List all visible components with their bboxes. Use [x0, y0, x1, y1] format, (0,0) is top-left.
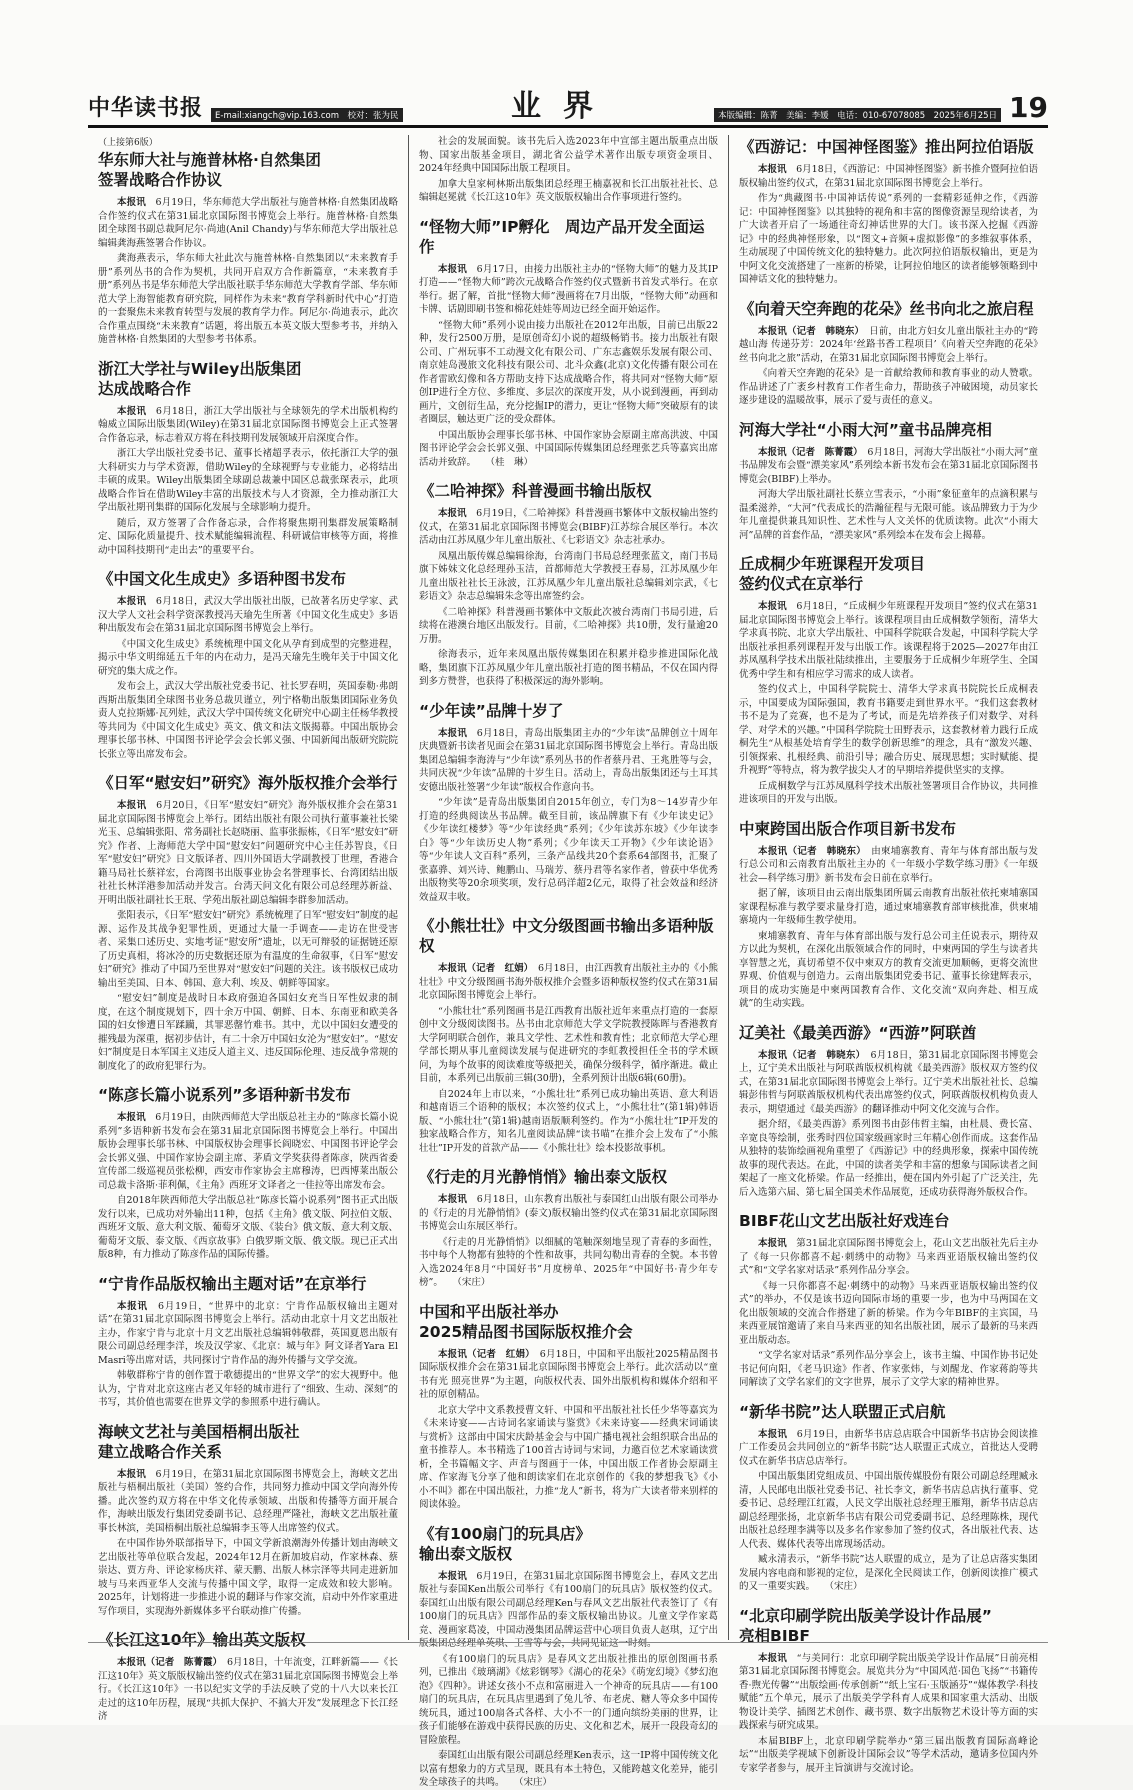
article-paragraph: [419, 135, 718, 176]
article-headline: 中柬跨国出版合作项目新书发布: [739, 819, 957, 838]
news-article: [739, 420, 1038, 543]
article-paragraph: [98, 1300, 398, 1368]
article-paragraph: [419, 606, 718, 647]
article-lead: 本报讯（记者 陈菁霞）: [758, 446, 858, 458]
article-paragraph: [98, 447, 398, 515]
article-lead: 本报讯: [117, 1468, 146, 1480]
paragraph-text: 第31届北京国际图书博览会上，花山文艺出版社先后主办了《每一只你都喜不起·刺绣中的动物》马来西亚语版权输出签约仪式”和“文学名家对话录”系列作品分享会。: [739, 1238, 1038, 1276]
article-lead: 本报讯: [438, 727, 468, 739]
article-lead: 本报讯: [438, 263, 467, 275]
article-body: [419, 962, 718, 1155]
paragraph-text: 《每一只你都喜不起·刺绣中的动物》马来西亚语版权输出签约仪式”的举办，不仅是该书迈向国际市场的重要一步，也为中马两国在文化出版领域的交流合作搭建了新的桥梁。作为今年BIBF的主宾国，马来西亚展馆邀请了来自马来西亚的知名出版社团，展示了最新的马来西亚出版动态。: [739, 1280, 1038, 1346]
paragraph-text: 6月19日，由陕西师范大学出版总社主办的“陈彦长篇小说系列”多语种新书发布会在第31届北京国际图书博览会上举行。中国出版协会理事长邬书林、中国版权协会理事长阎晓宏、中国图书评论学会会长郭义强、中国作家协会副主席、茅盾文学奖获得者陈彦，陕西省委宣传部二级巡视员张松柳，西安市作家协会主席穆涛，巴西博莱出版公司总裁卡洛斯·菲利佩，《主角》西班牙文译者之一佳拉等出席发布会。: [98, 1112, 398, 1191]
paragraph-text: 6月18日，由江西教育出版社主办的《小熊壮壮》中文分级图画书海外版权推介会暨多语种版权签约仪式在第31届北京国际图书博览会上举行。: [419, 963, 718, 1001]
article-body: [419, 727, 718, 905]
article-headline: 《日军“慰安妇”研究》海外版权推介会举行: [98, 774, 398, 792]
article-lead: 本报讯（记者 陈菁霞）: [117, 1657, 218, 1668]
article-paragraph: [739, 780, 1038, 807]
paragraph-text: 臧永清表示，“新华书院”达人联盟的成立，是为了让总店落实集团发展内容电商和影视的定位，是深化全民阅读工作，创新阅读推广模式的又一重要实践。 （宋庄）: [739, 1554, 1038, 1592]
article-paragraph: [419, 1088, 718, 1156]
news-article: [419, 135, 718, 205]
news-article: [419, 1302, 718, 1512]
paragraph-text: “小熊壮壮”系列图画书是江西教育出版社近年来重点打造的一套原创中文分级阅读图书。丛书由北京师范大学文学院教授陈晖与香港教育大学阿明联合创作，兼具文学性、艺术性和教育性；北京师范大学心理学部长期从事儿童阅读发展与促进研究的李虹教授担任全书的学术顾问，为每个故事的阅读难度等级把关，确保分级科学，循序渐进。截止目前，本系列已出版前三辑(30册)，全系列预计出版6辑(60册)。: [419, 1005, 718, 1084]
article-paragraph: [419, 727, 718, 795]
article-paragraph: [419, 319, 718, 427]
news-article: [419, 481, 718, 689]
news-article: [419, 701, 718, 905]
news-article: [739, 1402, 1038, 1594]
article-body: [739, 1237, 1038, 1390]
article-body: [98, 196, 398, 347]
paragraph-text: 中国出版协会理事长邬书林、中国作家协会原副主席高洪波、中国图书评论学会会长郭义强、中国国际传媒集团总经理张艺兵等嘉宾出席活动并致辞。 （桂 琳）: [419, 429, 718, 468]
paragraph-text: 6月18日，河海大学出版社“小雨大河”童书品牌发布会暨“漂美家风”系列绘本新书发布会在第31届北京国际图书博览会(BIBF)上举办。: [739, 446, 1038, 485]
article-columns: [88, 135, 1048, 1788]
paragraph-text: 6月18日，“丘成桐少年班课程开发项目”签约仪式在第31届北京国际图书博览会上举行。该课程项目由丘成桐数学领衔，清华大学求真书院、北京大学出版社、中国科学院联合发起，中国科学院大学出版社承担系列课程开发与出版工作。该课程将于2025—2027年由江苏凤凰科学技术出版社陆续推出，主要服务于丘成桐少年班学生、全国优秀中学生和有相应学习需求的成人读者。: [739, 601, 1038, 680]
article-paragraph: [419, 1404, 718, 1512]
article-paragraph: [419, 1348, 718, 1402]
article-lead: 本报讯: [117, 596, 147, 607]
news-article: [419, 1167, 718, 1290]
article-paragraph: [739, 367, 1038, 408]
paragraph-text: 日前，由北方妇女儿童出版社主办的“跨越山海 传递芬芳：2024年‘丝路书香工程项目’《向着天空奔跑的花朵》丝书向北之旅”活动，在第31届北京国际图书博览会上举行。: [739, 325, 1038, 364]
article-paragraph: [739, 1652, 1038, 1733]
article-headline: 辽美社《最美西游》“西游”阿联酋: [739, 1023, 977, 1042]
article-headline: 《向着天空奔跑的花朵》丝书向北之旅启程: [739, 299, 1034, 318]
article-paragraph: [739, 845, 1038, 886]
paragraph-text: 6月19日，华东师范大学出版社与施普林格·自然集团战略合作签约仪式在第31届北京国际图书博览会上举行。施普林格·自然集团全球图书副总裁阿尼尔·尚迪(Anil Chandy)与华东师范大学出版社总编辑龚海燕签署合作协议。: [98, 197, 398, 249]
article-lead: 本报讯: [438, 1194, 468, 1205]
news-article: [98, 359, 398, 558]
masthead-email: E-mail:xiangch@vip.163.com 校对：张为民: [211, 108, 403, 122]
paragraph-text: 自2024年上市以来，“小熊壮壮”系列已成功输出英语、意大利语和越南语三个语种的版权；本次签约仪式上，“小熊壮壮”(第1辑)韩语版、“小熊壮壮”(第1辑)越南语版顺利签约。作为“小熊壮壮”IP开发的独家战略合作方，知名儿童阅读品牌“读书喵”在推介会上发布了“小熊壮壮”IP开发的首款产品——《小熊壮壮》绘本投影故事机。: [419, 1088, 718, 1154]
article-body: [419, 135, 718, 205]
paragraph-text: 加拿大皇家柯林斯出版集团总经理王楠嘉祝和长江出版社社长、总编辑赵冕就《长江这10年》英文版版权输出合作事项进行签约。: [419, 178, 718, 203]
article-body: [419, 263, 718, 470]
article-paragraph: [419, 550, 718, 604]
article-lead: 本报讯: [117, 1300, 148, 1312]
paragraph-text: “与美同行：北京印刷学院出版美学设计作品展”日前亮相第31届北京国际图书博览会。展览共分为“中国风范·国色飞扬”“书籍传香·煦光传馨”“出版绘画·传承创新”“纸上宝石·玉版涵芬”“媒体教学·科技赋能”五个单元，展示了出版美学学科育人成果和国家重大活动、出版物设计美学、插图艺术创作、藏书票、数字出版物艺术设计等方面的实践探索与研究成果。: [739, 1652, 1038, 1731]
article-paragraph: [739, 192, 1038, 287]
paragraph-text: “少年读”是青岛出版集团自2015年创立，专门为8～14岁青少年打造的经典阅读丛书品牌。截至目前，该品牌旗下有《少年读史记》《少年读红楼梦》等“少年读经典”系列；《少年读苏东坡》《少年读李白》等“少年读历史人物”系列；《少年读天工开物》《少年读论语》等“少年读人文百科”系列，三条产品线共20个套系64部图书，汇聚了张嘉骅、刘兴诗、鲍鹏山、马瑞芳、蔡丹君等名家作者，曾获中华优秀出版物奖等20余项奖项，发行总码洋超2亿元，取得了社会效益和经济效益双丰收。: [419, 797, 718, 903]
article-paragraph: [739, 1237, 1038, 1278]
article-body: [98, 595, 398, 761]
article-paragraph: [739, 930, 1038, 1011]
article-paragraph: [98, 1111, 398, 1192]
article-body: [98, 405, 398, 558]
article-body: [739, 446, 1038, 543]
article-paragraph: [739, 1470, 1038, 1551]
article-headline: 华东师大社与施普林格·自然集团 签署战略合作协议: [98, 151, 321, 189]
paragraph-text: 6月18日，浙江大学出版社与全球领先的学术出版机构约翰威立国际出版集团(Wiley)在第31届北京国际图书博览会上正式签署合作备忘录，标志着双方将在科技期刊发展领域开启深度合作。: [98, 405, 398, 444]
article-paragraph: [98, 680, 398, 761]
paragraph-text: 《中国文化生成史》系统梳理中国文化从孕育到成型的完整进程，揭示中华文明绵延五千年的内在动力，是冯天瑜先生晚年关于中国文化研究的集大成之作。: [98, 638, 398, 677]
paragraph-text: “怪物大师”系列小说由接力出版社在2012年出版，目前已出版22种，发行2500万册，是原创奇幻小说的超级畅销书。接力出版社有限公司、广州玩事不工动漫文化有限公司、广东志鑫娱乐发展有限公司、南京娃岛漫旅文化科技有限公司、北斗众鑫(北京)文化传播有限公司在作者雷欧幻像和各方帮助支持下达成战略合作，将共同对“怪物大师”原创IP进行全方位、多维度、多层次的深度开发，从小说到漫画，再到动画片，文创衍生品，充分挖掘IP的潜力，更让“怪物大师”突破原有的读者圈层，触达更广泛的受众群体。: [419, 319, 718, 425]
article-lead: 本报讯: [758, 1238, 787, 1249]
article-lead: 本报讯: [117, 405, 147, 417]
article-paragraph: [419, 962, 718, 1003]
article-paragraph: [98, 1468, 398, 1536]
article-lead: 本报讯: [758, 1652, 787, 1664]
article-headline: 浙江大学社与Wiley出版集团 达成战略合作: [98, 359, 302, 398]
news-article: [98, 1630, 398, 1724]
paragraph-text: 6月19日，在第31届北京国际图书博览会上，春风文艺出版社与泰国Ken出版公司举行《有100扇门的玩具店》版权签约仪式。泰国红山出版有限公司副总经理Ken与春风文艺出版社代表签订了《有100扇门的玩具店》四部作品的泰文版权输出协议。儿童文学作家葛竞、漫画家葛凌，中国动漫集团品牌运营中心项目负责人赵琪，辽宁出版集团总经理单英琪、王雪等与会，共同见证这一时刻。: [419, 1570, 718, 1649]
paragraph-text: 据了解，该项目由云南出版集团所属云南教育出版社依托柬埔寨国家课程标准与教学要求量身打造，通过柬埔寨教育部审核批准，供柬埔寨境内一年级师生教学使用。: [739, 888, 1038, 926]
article-paragraph: [419, 648, 718, 689]
article-body: [419, 1348, 718, 1512]
article-headline: 《小熊壮壮》中文分级图画书输出多语种版权: [419, 917, 714, 955]
article-lead: 本报讯（记者 红娟）: [438, 1348, 531, 1360]
article-body: [739, 1049, 1038, 1200]
article-body: [98, 799, 398, 1073]
paragraph-text: 在中国作协外联部指导下，中国文学新浪潮海外传播计划由海峡文艺出版社等单位联合发起，2024年12月在新加坡启动，作家林森、蔡崇达、贾方舟、评论家杨庆祥、蒙天鹏、出版人林宗泽等共同走进新加坡与马来西亚华人交流与传播中国文学，取得一定成效和较大影响。2025年，计划将进一步推进小说的翻译与作家交流，启动中外作家重进写作项目，实现海外新媒体多平台联动推广传播。: [98, 1538, 398, 1617]
paragraph-text: 柬埔寨教育、青年与体育部出版与发行总公司主任说表示，期待双方以此为契机，在深化出版领域合作的同时，中柬两国的学生与读者共享智慧之光，真切希望不仅中柬双方的教育交流更加顺畅，更将交流世界观、价值观与创造力。云南出版集团党委书记、董事长徐建辉表示，项目的成功实施是中柬两国教育合作、文化交流“双向奔赴、相互成就”的生动实践。: [739, 930, 1038, 1009]
paragraph-text: 泰国红山出版有限公司副总经理Ken表示，这一IP将中国传统文化以富有想象力的方式呈现，既具有本土特色，又能跨越文化差异，能引发全球孩子的共鸣。 （宋庄）: [419, 1750, 718, 1788]
article-headline: “少年读”品牌十岁了: [419, 701, 564, 720]
paragraph-text: 6月18日，十年流变，江畔新篇——《长江这10年》英文版版权输出签约仪式在第31届北京国际图书博览会上举行。《长江这10年》一书以纪实文学的手法反映了党的十八大以来长江走过的这10年历程，展现“共抓大保护、不搞大开发”发展理念下长江经济: [98, 1657, 398, 1722]
paragraph-text: 6月19日，由新华书店总店联合中国新华书店协会阅读推广工作委员会共同创立的“新华书院”达人联盟正式成立，首批达人受聘仪式在新华书店总店举行。: [739, 1428, 1038, 1467]
masthead-meta: 本版编辑：陈菁 美编：李媛 电话：010-67078085 2025年6月25日: [714, 108, 1001, 122]
article-lead: 本报讯（记者 韩晓东）: [758, 845, 862, 857]
paragraph-text: 凤凰出版传媒总编辑徐海，台湾南门书局总经理张蓝文，南门书局旗下姊妹文化总经理孙玉洁，首都师范大学教授王春易，江苏凤凰少年儿童出版社社长王泳波，江苏凤凰少年儿童出版社总编辑刘宗武，《七彩语文》杂志总编辑朱念等出席签约会。: [419, 550, 718, 602]
footer-divider: [88, 1642, 1048, 1643]
news-article: [419, 916, 718, 1155]
paragraph-text: 自2018年陕西师范大学出版总社“陈彦长篇小说系列”图书正式出版发行以来，已成功对外输出11种，包括《主角》俄文版、阿拉伯文版、西班牙文版、意大利文版、葡萄牙文版、《装台》俄文版、意大利文版、葡萄牙文版、泰文版、《西京故事》白俄罗斯文版、俄文版。现已正式出版8种，有力推动了陈彦作品的国际传播。: [98, 1195, 398, 1260]
article-headline: “北京印刷学院出版美学设计作品展” 亮相BIBF: [739, 1606, 992, 1645]
article-lead: 本报讯: [438, 1570, 467, 1582]
article-headline: 河海大学社“小雨大河”童书品牌亮相: [739, 420, 992, 439]
article-lead: 本报讯: [758, 601, 787, 612]
article-paragraph: [98, 517, 398, 558]
news-article: [98, 1422, 398, 1619]
article-body: [739, 1652, 1038, 1776]
article-headline: “新华书院”达人联盟正式启航: [739, 1402, 946, 1421]
article-paragraph: [98, 909, 398, 990]
article-paragraph: [739, 488, 1038, 542]
paragraph-text: “文学名家对话录”系列作品分享会上，该书主编、中国作协书记处书记何向阳，《老马识途》作者、作家张炜，与刘醒龙、作家蒋韵等共同解读了文学名家们的文字世界，展示了文学大家的精神世界。: [739, 1350, 1038, 1388]
masthead: [88, 89, 1048, 128]
article-paragraph: [419, 1193, 718, 1234]
paragraph-text: 6月19日，“世界中的北京：宁肯作品版权输出主题对话”在第31届北京国际图书博览会上举行。活动由北京十月文艺出版社主办，作家宁肯与北京十月文艺出版社总编辑韩敬群，英国夏恩出版有限公司副总经理李洋，埃及汉学家、《北京：城与年》阿文译者Yara El Masri等出席对话，共同探讨宁肯作品的海外传播与文学交流。: [98, 1300, 398, 1366]
news-article: [739, 1211, 1038, 1390]
news-article: [739, 554, 1038, 807]
article-paragraph: [419, 1653, 718, 1748]
article-body: [739, 1428, 1038, 1594]
paragraph-text: 6月17日，由接力出版社主办的“怪物大师”的魅力及其IP打造——“怪物大师”跨次元战略合作签约仪式暨新书首发式举行。在京举行。据了解，首批“怪物大师”漫画将在7月出版，“怪物大师”动画和卡牌、话剧即刷书签和棉花娃娃等周边已经全面开始运作。: [419, 263, 718, 315]
paragraph-text: 社会的发展面貌。该书先后入选2023年中宣部主题出版重点出版物、国家出版基金项目，湖北省公益学术著作出版专项资金项目、2024年经典中国国际出版工程项目。: [419, 136, 718, 174]
paragraph-text: 6月20日，《日军“慰安妇”研究》海外版权推介会在第31届北京国际图书博览会上举行。团结出版社有限公司执行董事兼社长梁光玉、总编辑张阳、常务副社长赵晓丽、监事张振栋，《日军“慰安妇”研究》作者、上海师范大学中国“慰安妇”问题研究中心主任苏智良，《日军“慰安妇”研究》日文版译者、四川外国语大学副教授丁世理，香港合籍马局社长蔡祥宏，台湾图书出版事业协会名誉理事长、台湾团结出版社社长林洋港参加活动并发言。台湾天问文化有限公司总经理苏新益、开明出版社副社长王珉、学苑出版社副总编辑李群参加活动。: [98, 800, 398, 906]
article-paragraph: [98, 595, 398, 636]
news-article: [739, 1023, 1038, 1200]
newspaper-brand: 中华读书报: [88, 95, 204, 121]
article-body: [739, 163, 1038, 287]
article-paragraph: [739, 887, 1038, 928]
news-article: [739, 299, 1038, 408]
article-paragraph: [419, 796, 718, 904]
article-paragraph: [739, 1553, 1038, 1594]
article-headline: BIBF花山文艺出版社好戏连台: [739, 1212, 950, 1230]
paragraph-text: 北京大学中文系教授曹文轩、中国和平出版社社长任少华等嘉宾为《未来诗宴——古诗词名家诵读与鉴赏》《未来诗宴——经典宋词诵读与赏析》这部由中国宋庆龄基金会与中国广播电视社会组织联合出品的童书推荐人。本书精选了100首古诗词与宋词，力邀百位艺术家诵读赏析，全书篇幅文字、声音与图画于一体，中国出版工作者协会原副主席、作家海飞分享了他和朗读家们在北京创作的《我的梦想我飞》《小小不叫》都在中国出版社，力推“龙人”新书，将为广大读者带来别样的阅读体验。: [419, 1404, 718, 1510]
article-body: [739, 845, 1038, 1011]
paragraph-text: 韩敬群称宁肯的创作置于歌德提出的“世界文学”的宏大视野中。他认为，宁肯对北京这座古老又年轻的城市进行了“细致、生动、深刻”的书写，其价值也需要在世界文学的参照系中进行确认。: [98, 1370, 398, 1408]
article-lead: 本报讯: [117, 1112, 146, 1123]
article-paragraph: [98, 799, 398, 907]
article-paragraph: [419, 1570, 718, 1651]
news-article: [739, 137, 1038, 287]
article-body: [419, 1570, 718, 1790]
article-headline: 《行走的月光静悄悄》输出泰文版权: [419, 1168, 668, 1186]
article-body: [98, 1300, 398, 1410]
paragraph-text: 张阳表示，《日军“慰安妇”研究》系统梳理了日军“慰安妇”制度的起源、运作及其战争犯罪性质，更通过大量一手调查——走访在世受害者、采集口述历史、实地考证“慰安所”遗址，以无可辩驳的证据链还原了历史真相，将冰冷的历史数据还原为有温度的生命叙事，《日军“慰安妇”研究》推动了中国乃至世界对“慰安妇”问题的关注。该书版权已成功输出至美国、日本、韩国、意大利、埃及、朝鲜等国家。: [98, 910, 398, 989]
paragraph-text: 徐海表示，近年来凤凰出版传媒集团在积累并稳步推进国际化战略，集团旗下江苏凤凰少年儿童出版社打造的图书精品，不仅在国内得到多方赞誉，也获得了积极深远的海外影响。: [419, 649, 718, 687]
column-2: [408, 135, 728, 1788]
paragraph-text: 《二哈神探》科普漫画书繁体中文版此次被台湾南门书局引进，后续将在港澳台地区出版发行。目前，《二哈神探》共10册，发行量逾20万册。: [419, 606, 718, 645]
paragraph-text: 中国出版集团党组成员、中国出版传媒股份有限公司副总经理臧永清，人民邮电出版社党委书记、社长李文，新华书店总店执行董事、党委书记、总经理江红霞，人民文学出版社总经理王雁翔，新华书店总店副总经理张扬，北京新华书店有限公司党委副书记、总经理陈株，现代出版社总经理李满等以及多名作家参加了签约仪式，各出版社代表、达人代表、媒体代表等出席现场活动。: [739, 1471, 1038, 1550]
article-paragraph: [98, 1656, 398, 1724]
article-body: [739, 325, 1038, 408]
article-paragraph: [739, 683, 1038, 778]
paragraph-text: 6月18日，武汉大学出版社出版，已故著名历史学家、武汉大学人文社会科学资深教授冯天瑜先生所著《中国文化生成史》多语种出版发布会在第31届北京国际图书博览会上举行。: [98, 596, 398, 634]
paragraph-text: 签约仪式上，中国科学院院士、清华大学求真书院院长丘成桐表示，中国要成为国际强国，教育书籍要走到世界水平。“我们这套教材书不是为了竞赛，也不是为了考试，而是先培养孩子们对数学、对科学、对学术的兴趣。”中国科学院院士田野表示，这套教材着力践行丘成桐先生“从根基处培育学生的数学创新思维”的理念，具有“激发兴趣、引领探索、扎根经典、前沿引导；融合历史、展现思想；实时赋能、提升视野”等特点，将为教学拔尖人才的早期培养提供坚实的支撑。: [739, 684, 1038, 776]
article-lead: 本报讯: [758, 1428, 788, 1440]
article-headline: 海峡文艺社与美国梧桐出版社 建立战略合作关系: [98, 1422, 300, 1461]
article-lead: 本报讯（记者 韩晓东）: [758, 1049, 861, 1061]
article-lead: 本报讯: [758, 164, 787, 175]
article-paragraph: [739, 600, 1038, 681]
article-paragraph: [739, 1049, 1038, 1117]
paragraph-text: “慰安妇”制度是战时日本政府强迫各国妇女充当日军性奴隶的制度，在这个制度规划下，四十余万中国、朝鲜、日本、东南亚和欧美各国的妇女惨遭日军蹂躏，其罪恶罄竹难书。其中，尤以中国妇女遭受的摧残最为深重，据初步估计，有二十余万中国妇女沦为“慰安妇”。“慰安妇”制度是日本军国主义违反人道主义、违反国际伦理、违反战争常规的制度化了的政府犯罪行为。: [98, 993, 398, 1072]
article-headline: “陈彦长篇小说系列”多语种新书发布: [98, 1086, 351, 1104]
paragraph-text: 《有100扇门的玩具店》是春风文艺出版社推出的原创图画书系列，已推出《玻璃湖》《炫彩钢琴》《湖心的花朵》《萌宠幻境》《梦幻泡泡》《四种》。讲述女孩小不点和富丽进入一个神奇的玩具店——有100扇门的玩具店，在玩具店里遇到了兔儿爷、布老虎、糖人等众多中国传统玩具，通过100扇各式各样、大小不一的门通向缤纷美丽的世界，让孩子们能够在游戏中获得民族的历史、文化和艺术，展开一段段奇幻的冒险旅程。: [419, 1653, 718, 1746]
article-headline: 中国和平出版社举办 2025精品图书国际版权推介会: [419, 1302, 633, 1341]
paragraph-text: 6月18日，《西游记：中国神怪图鉴》新书推介暨阿拉伯语版权输出签约仪式，在第31届北京国际图书博览会上举行。: [739, 164, 1038, 189]
paragraph-text: 发布会上，武汉大学出版社党委书记、社长罗春明，英国泰勒·弗朗西斯出版集团全球图书业务总裁贝谨立，列宁格勒出版集团国际业务负责人克拉斯娜·瓦列娃，武汉大学中国传统文化研究中心副主任杨华教授等共同为《中国文化生成史》英文、俄文和法文版揭幕。中国出版协会理事长邬书林、中国图书评论学会会长郭义强、中国新闻出版研究院院长张立等出席发布会。: [98, 681, 398, 760]
article-headline: 《二哈神探》科普漫画书输出版权: [419, 482, 652, 500]
article-paragraph: [419, 1749, 718, 1790]
news-article: [739, 819, 1038, 1011]
article-paragraph: [98, 1369, 398, 1410]
article-paragraph: [739, 1735, 1038, 1776]
column-3: [728, 135, 1048, 1774]
article-paragraph: [739, 163, 1038, 190]
paragraph-text: 龚海燕表示，华东师大社此次与施普林格·自然集团以“未来教育手册”系列丛书的合作为契机，共同开启双方合作新篇章，“未来教育手册”系列丛书是华东师范大学出版社联手华东师范大学教育学部、华东师范大学上海智能教育研究院，同样作为未来“教育学科新时代中心”打造的一套聚焦未来教育转型与发展的教育学力作。阿尼尔·尚迪表示，此次合作重点围绕“未来教育”话题，将出版五本英文版大型参考书，并纳入施普林格·自然集团的大型参考书体系。: [98, 253, 398, 345]
paragraph-text: 河海大学出版社副社长蔡立雪表示，“小雨”象征童年的点滴积累与温柔滋养，“大河”代表成长的浩瀚征程与无限可能。该品牌致力于为少年儿童提供兼具知识性、艺术性与人文关怀的优质读物。此次“小雨大河”品牌的首套作品，“漂美家风”系列绘本在发布会上揭幕。: [739, 489, 1038, 541]
news-article: [98, 569, 398, 761]
paragraph-text: 丘成桐数学与江苏凤凰科学技术出版社签署项目合作协议，共同推进该项目的开发与出版。: [739, 780, 1038, 805]
paragraph-text: 浙江大学出版社党委书记、董事长褚超孚表示，依托浙江大学的强大科研实力与学术资源，借助Wiley的全球视野与专业能力，必将结出丰硕的成果。Wiley出版集团全球副总裁兼中国区总裁张琛表示，此项战略合作旨在借助Wiley丰富的出版技术与人才资源，全力推动浙江大学出版社期刊集群的国际化发展与全球影响力提升。: [98, 448, 398, 513]
paragraph-text: 6月18日，第31届北京国际图书博览会上，辽宁美术出版社与阿联酋版权机构就《最美西游》版权双方签约仪式，在第31届北京国际图书博览会上举行。辽宁美术出版社社长、总编辑彭伟哲与阿联酋版权机构代表出席签约仪式，阿联酋版权机构负责人表示，期望通过《最美西游》的翻译推动中阿文化交流与合作。: [739, 1049, 1038, 1115]
article-body: [419, 507, 718, 689]
article-paragraph: [98, 196, 398, 250]
article-headline: “宁肯作品版权输出主题对话”在京举行: [98, 1274, 367, 1293]
article-body: [98, 1656, 398, 1724]
article-paragraph: [419, 1236, 718, 1290]
article-lead: 本报讯（记者 红娟）: [438, 963, 529, 974]
article-paragraph: [739, 1280, 1038, 1348]
article-body: [739, 600, 1038, 807]
article-headline: 《有100扇门的玩具店》 输出泰文版权: [419, 1524, 591, 1563]
article-paragraph: [419, 178, 718, 205]
article-paragraph: [98, 638, 398, 679]
paragraph-text: 6月18日，中国和平出版社2025精品图书国际版权推介会在第31届北京国际图书博览会上举行。此次活动以“童书有光 照亮世界”为主题，向版权代表、国外出版机构和媒体介绍和平社的原创精品。: [419, 1348, 718, 1400]
article-paragraph: [739, 446, 1038, 487]
article-headline: 丘成桐少年班课程开发项目 签约仪式在京举行: [739, 555, 926, 593]
article-kicker: （上接第6版）: [98, 138, 158, 148]
paragraph-text: 《行走的月光静悄悄》以细腻的笔触深刻地呈现了青春的多面性，书中每个人物都有独特的个性和故事，共同勾勒出青春的全貌。本书曾入选2024年8月“中国好书”月度榜单、2025年“中国好书·青少年专榜”。 （宋庄）: [419, 1236, 718, 1288]
article-paragraph: [739, 1118, 1038, 1199]
news-article: [419, 1524, 718, 1790]
article-body: [98, 1468, 398, 1619]
news-article: [98, 1085, 398, 1262]
page-number: 19: [1009, 91, 1048, 124]
paragraph-text: 6月19日，《二哈神探》科普漫画书繁体中文版权输出签约仪式，在第31届北京国际图书博览会(BIBF)江苏综合展区举行。本次活动由江苏凤凰少年儿童出版社、《七彩语文》杂志社承办。: [419, 508, 718, 546]
paragraph-text: 6月18日，青岛出版集团主办的“少年读”品牌创立十周年庆典暨新书读者见面会在第31届北京国际图书博览会上举行。青岛出版集团总编辑李海涛与“少年读”系列丛书的作者蔡丹君、王兆胜等与会，共同庆祝“少年读”品牌的十岁生日。活动上，青岛出版集团还与土耳其安德出版社签署“少年读”版权合作意向书。: [419, 727, 718, 793]
article-body: [98, 1111, 398, 1262]
article-headline: 《中国文化生成史》多语种图书发布: [98, 570, 347, 588]
section-title: 业界: [511, 89, 615, 124]
article-paragraph: [98, 405, 398, 446]
article-headline: 《西游记：中国神怪图鉴》推出阿拉伯语版: [739, 138, 1034, 156]
article-headline: 《长江这10年》输出英文版权: [98, 1631, 306, 1649]
article-body: [419, 1193, 718, 1290]
news-article: [419, 217, 718, 470]
article-paragraph: [98, 1537, 398, 1618]
article-lead: 本报讯: [438, 508, 467, 519]
paragraph-text: 随后，双方签署了合作备忘录，合作将聚焦期刊集群发展策略制定、国际化质量提升、技术赋能编辑流程、科研诚信审核等方面，将推动中国科技期刊“走出去”的重要平台。: [98, 517, 398, 556]
article-paragraph: [739, 1428, 1038, 1469]
article-paragraph: [419, 429, 718, 470]
article-paragraph: [739, 1349, 1038, 1390]
article-lead: 本报讯: [117, 197, 146, 208]
article-paragraph: [98, 992, 398, 1073]
news-article: [739, 1606, 1038, 1776]
article-paragraph: [98, 252, 398, 347]
article-paragraph: [98, 1194, 398, 1262]
article-paragraph: [419, 507, 718, 548]
article-lead: 本报讯: [117, 800, 147, 811]
news-article: [98, 773, 398, 1073]
paragraph-text: 6月18日，山东教育出版社与泰国红山出版有限公司举办的《行走的月光静悄悄》(泰文)版权输出签约仪式在第31届北京国际图书博览会山东展区举行。: [419, 1194, 718, 1232]
paragraph-text: 作为“典藏图书·中国神话传说”系列的一套精彩延伸之作，《西游记：中国神怪图鉴》以其独特的视角和丰富的图像资源呈现给读者，为广大读者开启了一场通往奇幻神话世界的大门。该书深入挖掘《西游记》中的经典神怪形象，以“图文+音频+虚拟影像”的多维叙事体系，生动展现了中国传统文化的独特魅力。此次阿拉伯语版权输出，更是为中阿文化交流搭建了一座新的桥梁，让阿拉伯地区的读者能够领略到中国神话文化的独特魅力。: [739, 193, 1038, 285]
paragraph-text: 6月19日，在第31届北京国际图书博览会上，海峡文艺出版社与梧桐出版社（美国）签约合作，共同努力推动中国文学向海外传播。此次签约双方将在中华文化传承领域、出版和传播等方面开展合作，海峡出版发行集团党委副书记、总经理严隆社，海峡文艺出版社董事长林滨，美国梧桐出版社总编辑李玉等人出席签约仪式。: [98, 1468, 398, 1534]
column-1: [88, 135, 408, 1722]
article-lead: 本报讯（记者 韩晓东）: [758, 325, 860, 337]
paragraph-text: 本届BIBF上，北京印刷学院举办“第三届出版教育国际高峰论坛”“出版美学视域下创新设计国际会议”等学术活动，邀请多位国内外专家学者参与，展开主旨演讲与交流讨论。: [739, 1735, 1038, 1774]
news-article: [98, 1274, 398, 1410]
news-article: [98, 135, 398, 347]
article-paragraph: [419, 1005, 718, 1086]
article-paragraph: [419, 263, 718, 317]
article-headline: “怪物大师”IP孵化 周边产品开发全面运作: [419, 217, 705, 256]
paragraph-text: 《向着天空奔跑的花朵》是一首献给教师和教育事业的动人赞歌。作品讲述了广袤乡村教育工作者生命力，帮助孩子冲破困境，动员家长逐步建设的温暖故事，展示了爱与责任的意义。: [739, 368, 1038, 406]
paragraph-text: 由柬埔寨教育、青年与体育部出版与发行总公司和云南教育出版社主办的《一年级小学数学练习册》《一年级社会—科学练习册》新书发布会日前在京举行。: [739, 845, 1038, 884]
article-paragraph: [739, 325, 1038, 366]
paragraph-text: 据介绍，《最美西游》系列图书由彭伟哲主编，由杜晨、费长富、辛宽良等绘制，张秀时四位国家级画家时三年精心创作而成。这套作品从独特的装饰绘画视角重塑了《西游记》中的经典形象，探索中国传统故事的现代表达。在此，中国的读者美学和丰富的想象与国际读者之间架起了一座文化桥梁。作品一经推出，便在国内外引起了广泛关注，先后入选第六届、第七届全国美术作品展览，还成功获得海外版权合作。: [739, 1119, 1038, 1198]
